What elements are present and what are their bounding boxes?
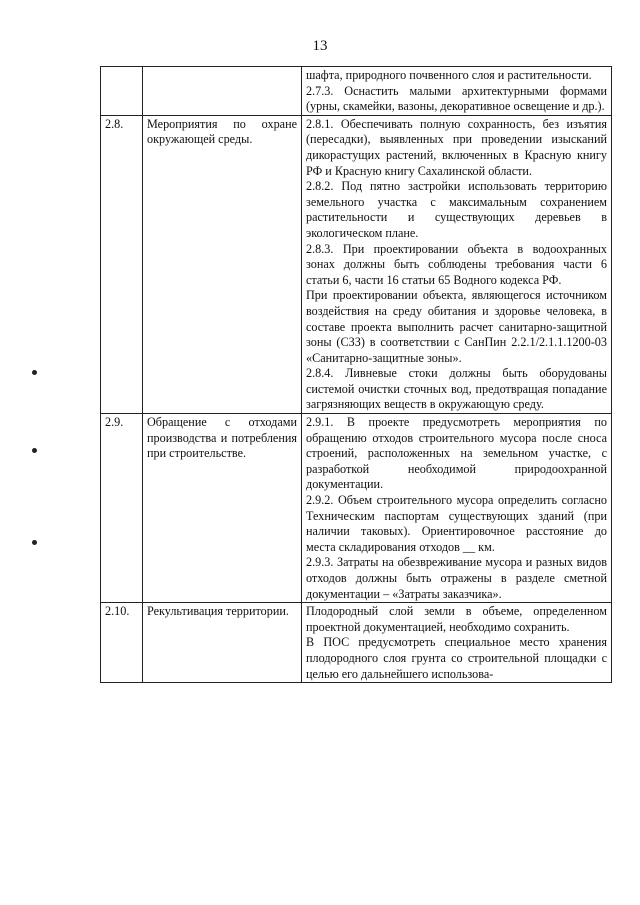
- row-number: 2.8.: [101, 115, 143, 413]
- row-requirements: [302, 414, 612, 603]
- row-title: Мероприятия по охране окружающей среды.: [143, 115, 302, 413]
- page-number: 13: [312, 38, 328, 54]
- table-row: [101, 603, 612, 683]
- requirement-paragraph: 2.8.2. Под пятно застройки использовать территорию земельного участка с максимальным сохранением растительности и существующих деревьев в экологическом плане.: [306, 179, 607, 240]
- requirement-paragraph: шафта, природного почвенного слоя и растительности.: [306, 68, 592, 82]
- requirement-paragraph: 2.9.1. В проекте предусмотреть мероприятия по обращению отходов строительного мусора после сноса строений, расположенных на земельном участке, с разработкой необходимой природоохранной документации.: [306, 415, 607, 492]
- requirement-paragraph: 2.8.4. Ливневые стоки должны быть оборудованы системой очистки сточных вод, предотвращая попадание загрязняющих веществ в окружающую среду.: [306, 366, 607, 412]
- requirement-paragraph: В ПОС предусмотреть специальное место хранения плодородного слоя грунта со строительной площадки с целью его дальнейшего использова-: [306, 635, 607, 681]
- requirement-paragraph: 2.9.3. Затраты на обезвреживание мусора и разных видов отходов должны быть отражены в разделе сметной документации – «Затраты заказчика».: [306, 555, 607, 601]
- row-requirements: [302, 603, 612, 683]
- table-row: [101, 67, 612, 116]
- requirement-paragraph: Плодородный слой земли в объеме, определенном проектной документацией, необходимо сохранить.: [306, 604, 607, 634]
- table-row: [101, 115, 612, 413]
- requirement-paragraph: 2.8.1. Обеспечивать полную сохранность, без изъятия (пересадки), выявленных при проведении изысканий дикорастущих растений, включенных в Красную книгу РФ и Красную книгу Сахалинской области.: [306, 116, 607, 178]
- requirement-paragraph: 2.8.3. При проектировании объекта в водоохранных зонах должны быть соблюдены требования части 6 статьи 6, части 16 статьи 65 Водного кодекса РФ.: [306, 241, 607, 287]
- margin-bullet-mark: [32, 370, 37, 375]
- row-title: Рекультивация территории.: [143, 603, 302, 683]
- requirement-paragraph: 2.9.2. Объем строительного мусора определить согласно Техническим паспортам существующих зданий (при наличии таковых). Ориентировочное расстояние до места складирования отходов __ км.: [306, 493, 607, 554]
- requirement-paragraph: При проектировании объекта, являющегося источником воздействия на среду обитания и здоровье человека, в составе проекта выполнить расчет санитарно-защитной зоны (СЗЗ) в соответствии с СанПин 2.2.1/2.1.1.1200-03 «Санитарно-защитные зоны».: [306, 288, 607, 365]
- row-requirements: [302, 67, 612, 116]
- row-title: [143, 67, 302, 116]
- margin-bullet-mark: [32, 540, 37, 545]
- row-number: [101, 67, 143, 116]
- row-number: 2.10.: [101, 603, 143, 683]
- row-requirements: [302, 115, 612, 413]
- row-number: 2.9.: [101, 414, 143, 603]
- row-title: Обращение с отходами производства и потребления при строительстве.: [143, 414, 302, 603]
- requirement-paragraph: 2.7.3. Оснастить малыми архитектурными формами (урны, скамейки, вазоны, декоративное освещение и др.).: [306, 83, 607, 114]
- table-row: [101, 414, 612, 603]
- margin-bullet-mark: [32, 448, 37, 453]
- requirements-table: [100, 66, 612, 683]
